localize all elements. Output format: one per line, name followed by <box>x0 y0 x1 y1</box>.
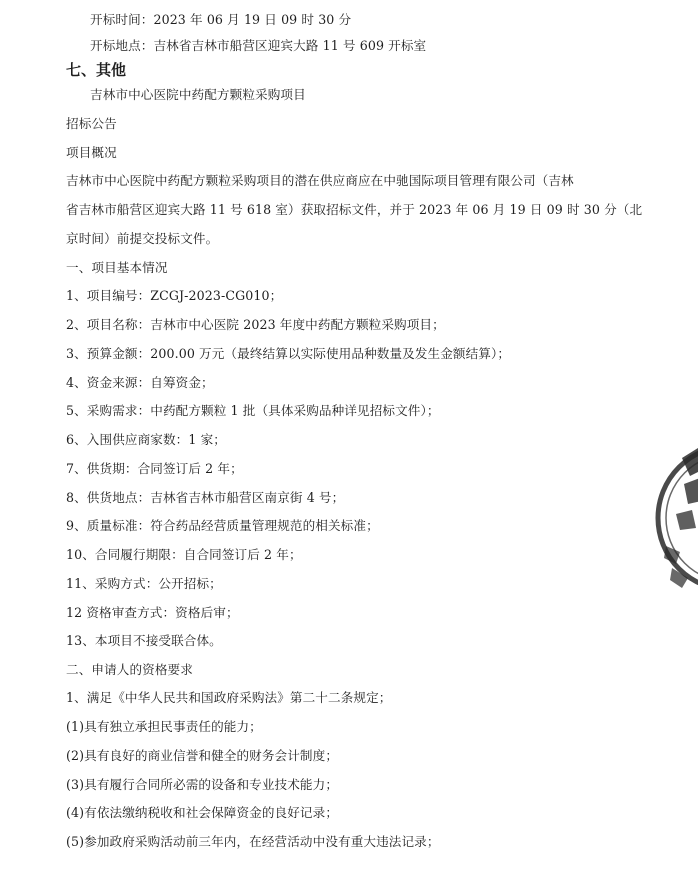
notice-title: 招标公告 <box>66 116 117 131</box>
overview-line: 京时间）前提交投标文件。 <box>66 231 219 246</box>
qualification-item: (4)有依法缴纳税收和社会保障资金的良好记录； <box>66 805 339 820</box>
qualification-title: 二、申请人的资格要求 <box>66 662 193 677</box>
bid-time: 开标时间：2023 年 06 月 19 日 09 时 30 分 <box>90 12 352 27</box>
qualification-item: (1)具有独立承担民事责任的能力； <box>66 719 262 734</box>
basic-item: 1、项目编号：ZCGJ-2023-CG010； <box>66 288 283 303</box>
basic-item: 10、合同履行期限：自合同签订后 2 年； <box>66 547 302 562</box>
overview-line: 吉林市中心医院中药配方颗粒采购项目的潜在供应商应在中驰国际项目管理有限公司（吉林 <box>66 173 574 188</box>
basic-item: 3、预算金额：200.00 万元（最终结算以实际使用品种数量及发生金额结算）； <box>66 346 511 361</box>
basic-item: 8、供货地点：吉林省吉林市船营区南京街 4 号； <box>66 490 345 505</box>
basic-item: 4、资金来源：自筹资金； <box>66 375 214 390</box>
qualification-item: (2)具有良好的商业信誉和健全的财务会计制度； <box>66 748 339 763</box>
basic-item: 13、本项目不接受联合体。 <box>66 633 222 648</box>
seal-stamp-fragment <box>640 418 698 618</box>
basic-item: 2、项目名称：吉林市中心医院 2023 年度中药配方颗粒采购项目； <box>66 317 445 332</box>
basic-item: 9、质量标准：符合药品经营质量管理规范的相关标准； <box>66 518 379 533</box>
section-heading: 七、其他 <box>66 61 127 79</box>
overview-line: 省吉林市船营区迎宾大路 11 号 618 室）获取招标文件，并于 2023 年 06 月 19 日 09 时 30 分（北 <box>66 202 643 217</box>
basic-info-title: 一、项目基本情况 <box>66 260 168 275</box>
basic-item: 5、采购需求：中药配方颗粒 1 批（具体采购品种详见招标文件）； <box>66 403 440 418</box>
overview-title: 项目概况 <box>66 145 117 160</box>
qualification-item: (3)具有履行合同所必需的设备和专业技术能力； <box>66 777 339 792</box>
qualification-intro: 1、满足《中华人民共和国政府采购法》第二十二条规定； <box>66 690 392 705</box>
bid-place: 开标地点：吉林省吉林市船营区迎宾大路 11 号 609 开标室 <box>90 38 427 53</box>
basic-item: 6、入围供应商家数：1 家； <box>66 432 226 447</box>
basic-item: 11、采购方式：公开招标； <box>66 576 222 591</box>
project-title: 吉林市中心医院中药配方颗粒采购项目 <box>90 87 306 102</box>
basic-item: 7、供货期：合同签订后 2 年； <box>66 461 243 476</box>
basic-item: 12 资格审查方式：资格后审； <box>66 605 239 620</box>
qualification-item: (5)参加政府采购活动前三年内，在经营活动中没有重大违法记录； <box>66 834 440 849</box>
